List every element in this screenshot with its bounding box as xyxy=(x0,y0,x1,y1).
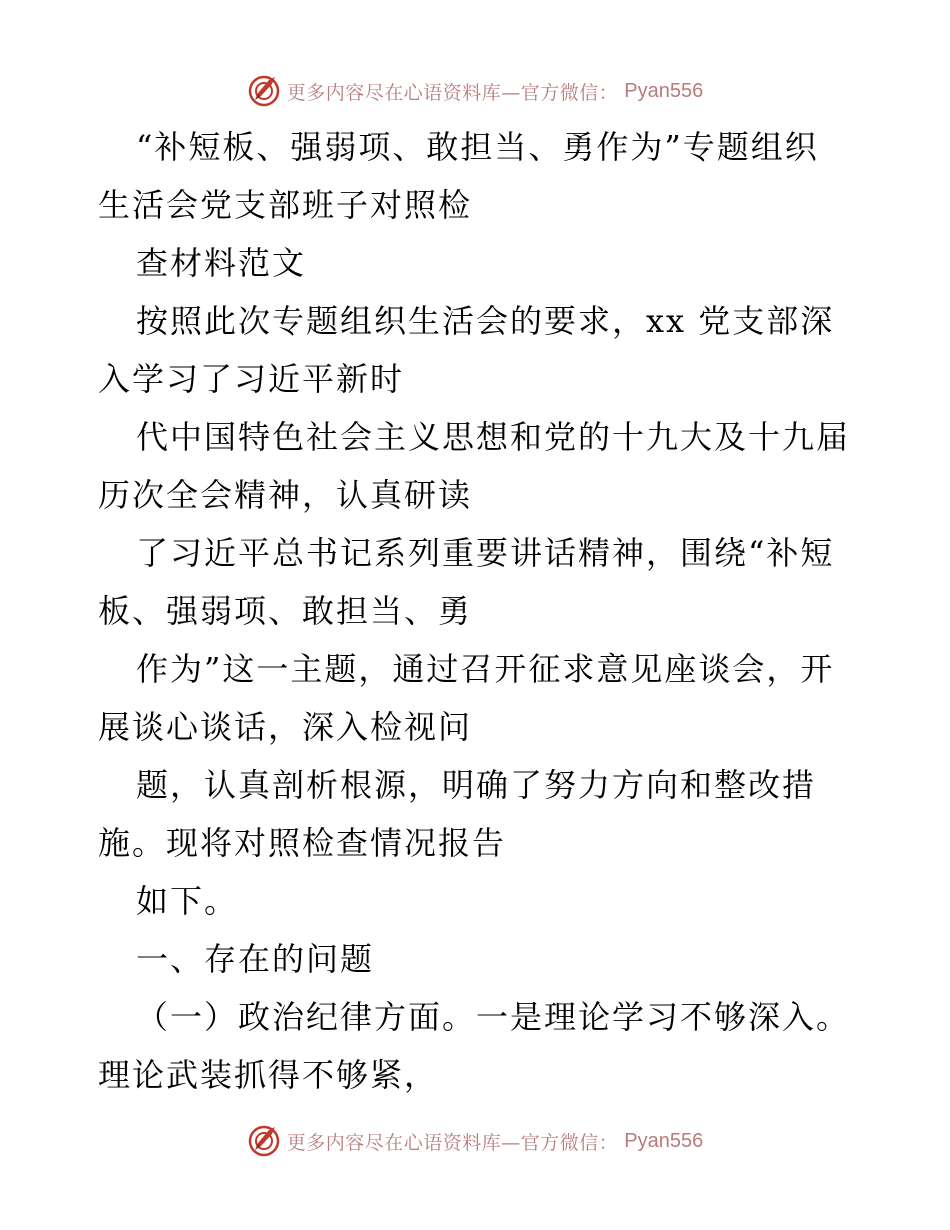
watermark-wechat-id: Pyan556 xyxy=(624,79,704,102)
title-line-2: 生活会党支部班子对照检 xyxy=(98,186,473,224)
text-line: 代中国特色社会主义思想和党的十九大及十九届 xyxy=(136,418,851,456)
text-line: 施。现将对照检查情况报告 xyxy=(98,824,507,862)
section-heading: 一、存在的问题 xyxy=(136,940,375,978)
text-line: 入学习了习近平新时 xyxy=(98,360,405,398)
document-body xyxy=(98,118,858,1104)
watermark-text: 更多内容尽在心语资料库—官方微信： xyxy=(286,81,619,104)
text-line: 历次全会精神，认真研读 xyxy=(98,476,473,514)
title-line-3: 查材料范文 xyxy=(136,244,307,282)
text-line: 作为”这一主题，通过召开征求意见座谈会，开 xyxy=(136,650,835,688)
watermark-footer xyxy=(0,1124,950,1158)
pen-logo-icon xyxy=(247,74,281,108)
watermark-wechat-id: Pyan556 xyxy=(624,1129,704,1152)
title-line-1: “补短板、强弱项、敢担当、勇作为”专题组织 xyxy=(136,128,819,166)
text-line: 如下。 xyxy=(136,882,239,920)
pen-logo-icon xyxy=(247,1124,281,1158)
watermark-text: 更多内容尽在心语资料库—官方微信： xyxy=(286,1131,619,1154)
text-line: 题，认真剖析根源，明确了努力方向和整改措 xyxy=(136,766,817,804)
text-line: 板、强弱项、敢担当、勇 xyxy=(98,592,473,630)
text-line: 展谈心谈话，深入检视问 xyxy=(98,708,473,746)
text-line: 了习近平总书记系列重要讲话精神，围绕“补短 xyxy=(136,534,835,572)
text-line: 理论武装抓得不够紧， xyxy=(98,1056,439,1094)
watermark-header xyxy=(0,74,950,108)
text-line: 按照此次专题组织生活会的要求，xx 党支部深 xyxy=(136,302,835,340)
subsection-line: （一）政治纪律方面。一是理论学习不够深入。 xyxy=(136,998,851,1036)
